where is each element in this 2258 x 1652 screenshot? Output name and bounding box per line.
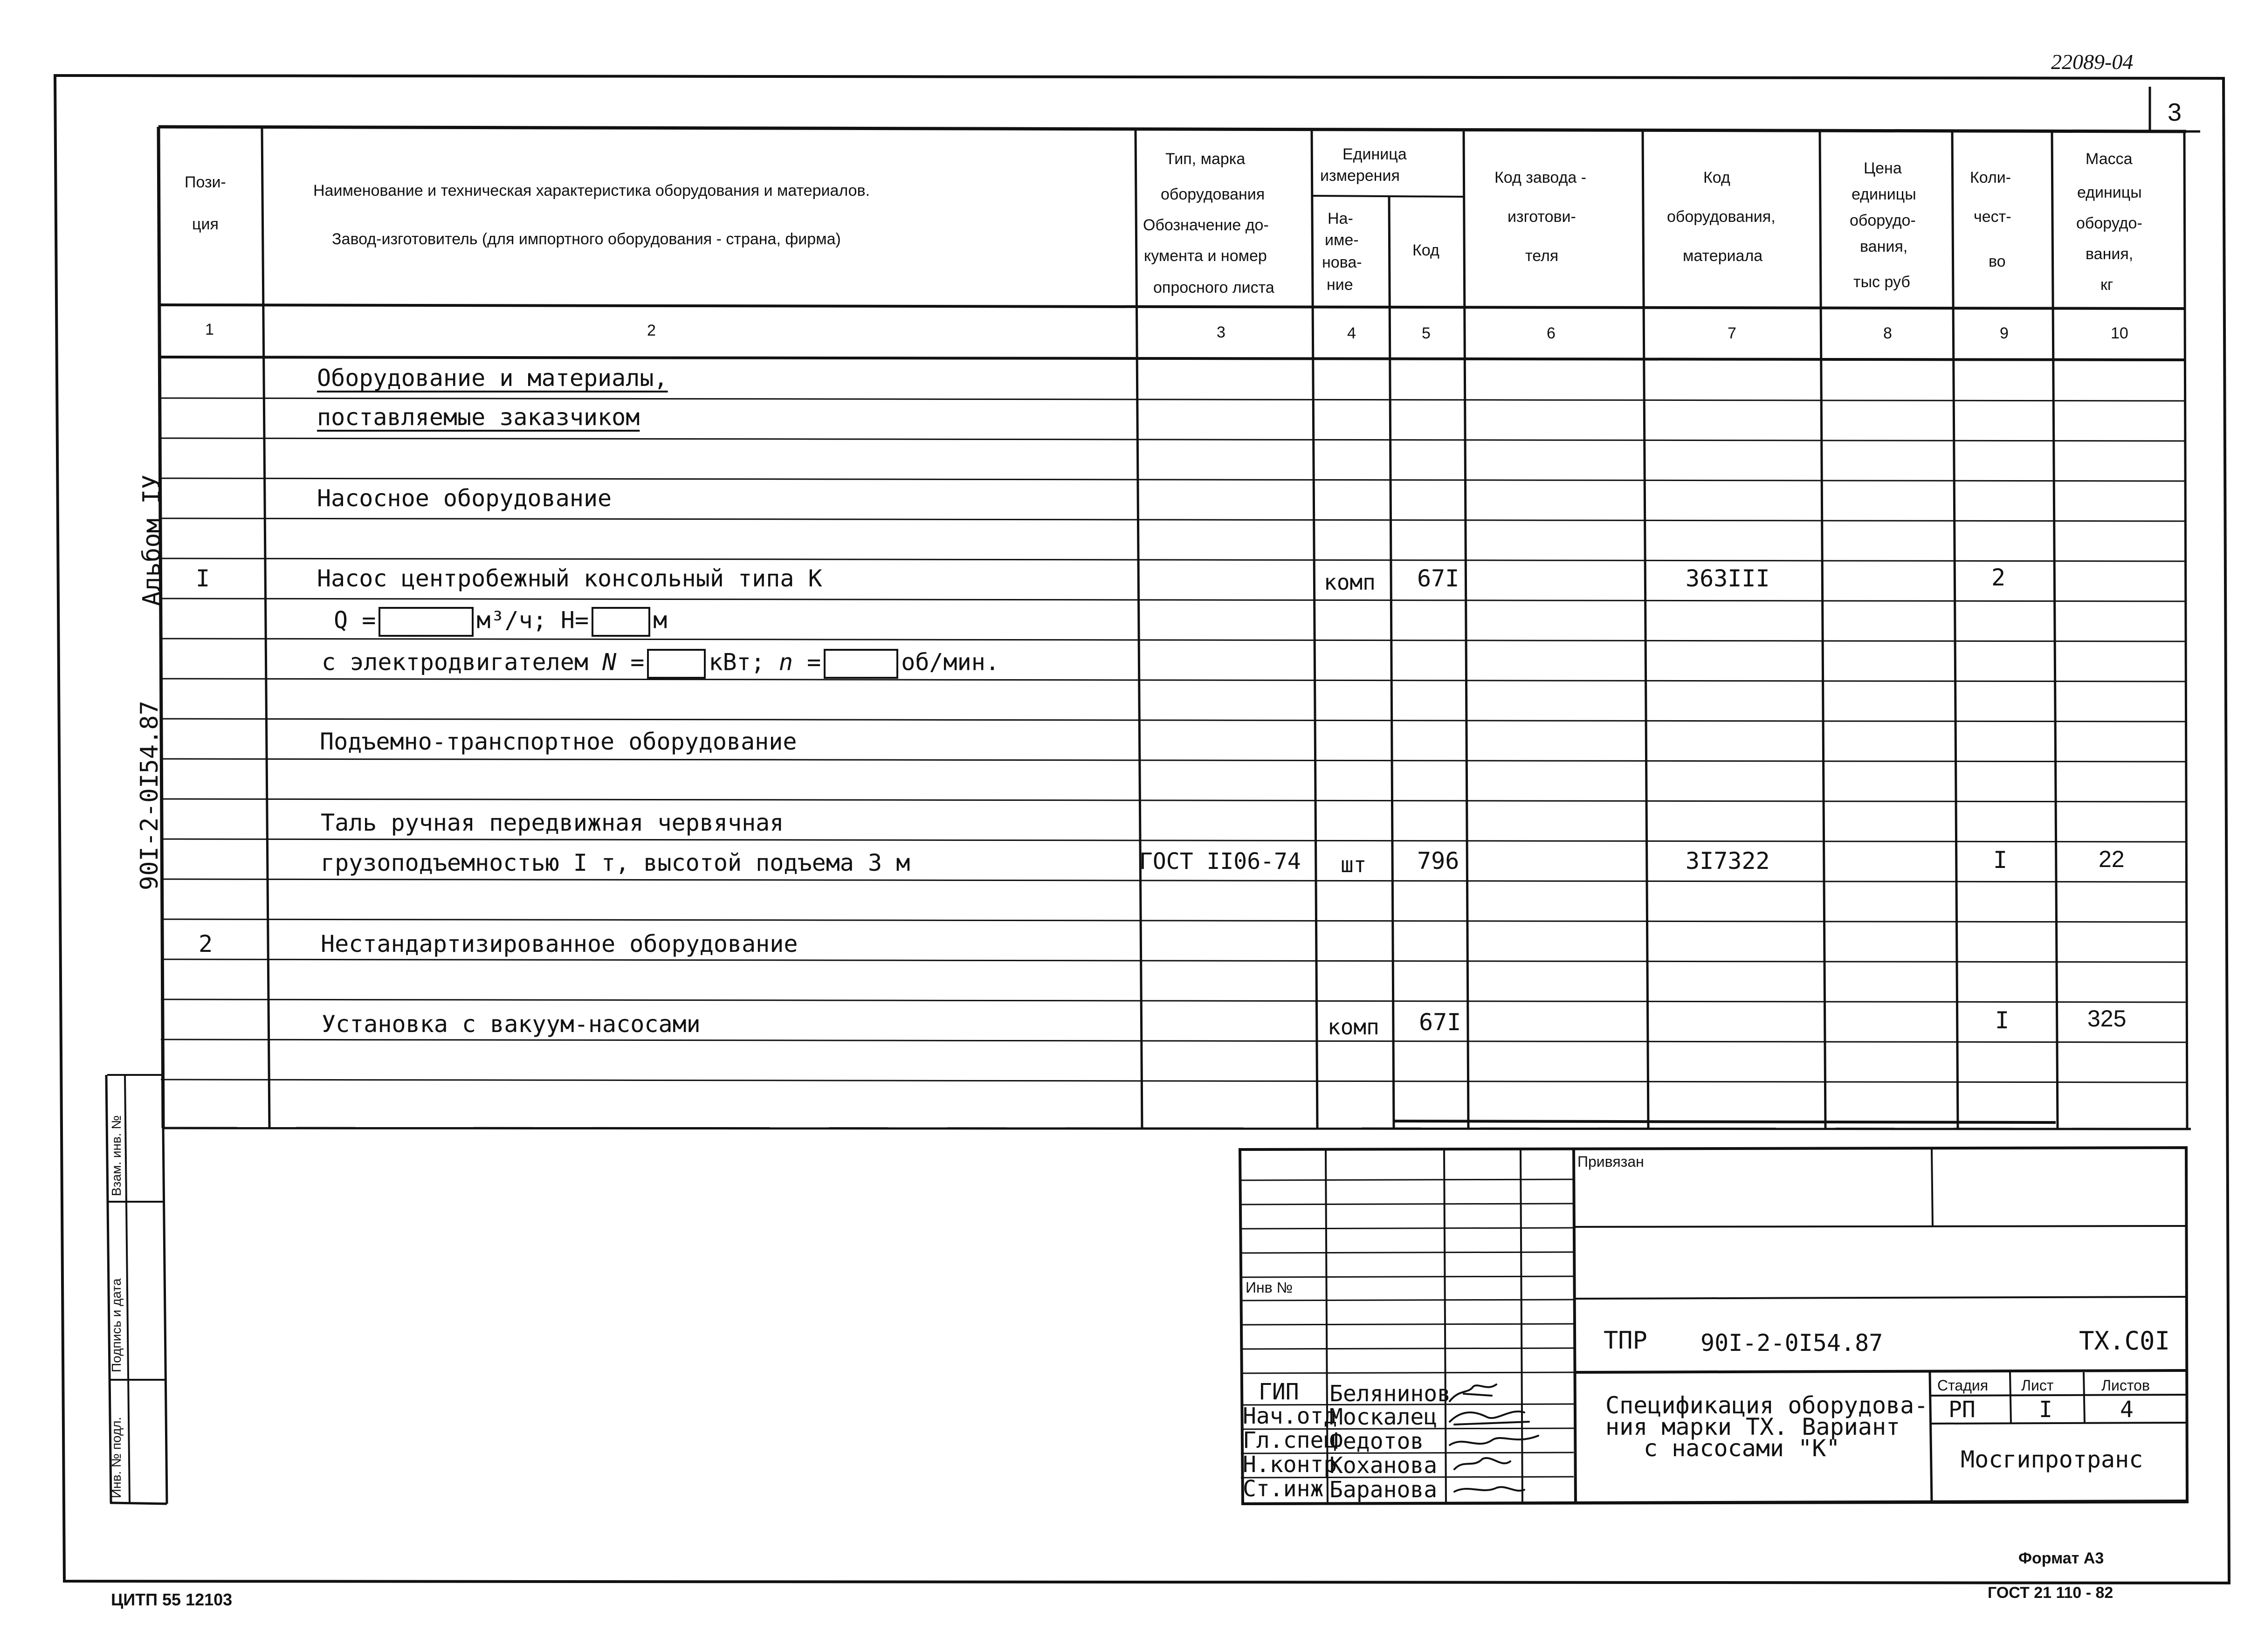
sheets-label: Листов	[2101, 1377, 2150, 1394]
item-name: грузоподъемностью I т, высотой подъема 3 м	[321, 849, 910, 876]
section-heading: поставляемые заказчиком	[317, 404, 640, 431]
document-mark: ТХ.С0I	[2079, 1326, 2170, 1356]
quantity: 2	[1991, 564, 2006, 591]
staff-name: Федотов	[1329, 1428, 1424, 1454]
column-number: 6	[1547, 324, 1556, 342]
header-line: опросного листа	[1153, 279, 1274, 296]
unit-code: 67I	[1419, 1009, 1461, 1036]
organization-name: Мосгипротранс	[1961, 1446, 2143, 1473]
head-unit: м	[653, 606, 668, 634]
header-line: Код завода -	[1494, 169, 1587, 186]
document-number: 90I-2-0I54.87	[1700, 1329, 1883, 1356]
section-heading: Подъемно-транспортное оборудование	[320, 728, 797, 755]
sheet-value: I	[2039, 1397, 2052, 1423]
flow-label: Q =	[334, 606, 376, 634]
column-number: 10	[2111, 324, 2128, 342]
header-line: нова-	[1322, 254, 1362, 271]
title-line: Спецификация оборудова-	[1605, 1392, 1928, 1419]
header-line: оборудования	[1161, 186, 1265, 203]
column-number: 8	[1883, 324, 1892, 342]
power-unit: кВт;	[709, 648, 765, 676]
quantity: I	[1993, 847, 2008, 874]
signature-belyaninov	[1450, 1384, 1496, 1401]
project-prefix: ТПР	[1604, 1327, 1647, 1355]
column-number: 9	[2000, 324, 2009, 342]
header-line: единицы	[1852, 186, 1916, 203]
sheet-corner-number: 3	[2168, 98, 2182, 126]
side-label-signature-date: Подпись и дата	[109, 1278, 124, 1372]
column-number: 1	[205, 321, 214, 338]
stage-label: Стадия	[1937, 1377, 1989, 1394]
header-line: кг	[2100, 276, 2113, 294]
document-reference: ГОСТ II06-74	[1139, 848, 1301, 874]
header-line: ние	[1327, 276, 1353, 294]
header-line: Код	[1703, 169, 1730, 186]
title-line: ния марки ТХ. Вариант	[1605, 1413, 1900, 1440]
archive-stamp: 22089-04	[2051, 50, 2134, 74]
header-line: теля	[1525, 247, 1559, 265]
stage-value: РП	[1948, 1397, 1976, 1423]
printer-code: ЦИТП 55 12103	[111, 1590, 233, 1609]
staff-name: Коханова	[1329, 1452, 1438, 1479]
item-name: Установка с вакуум-насосами	[322, 1011, 701, 1038]
header-line: Тип, марка	[1165, 150, 1246, 168]
unit-code: 796	[1417, 847, 1459, 874]
header-line: ция	[192, 215, 219, 233]
header-line: материала	[1683, 247, 1763, 265]
header-line: тыс руб	[1853, 273, 1910, 291]
power-label: N =	[602, 648, 645, 676]
motor-prefix: с электродвигателем	[322, 648, 588, 676]
position-number: 2	[199, 930, 213, 957]
unit-name: шт	[1341, 852, 1367, 877]
unit-mass: 22	[2099, 846, 2125, 872]
staff-role: Гл.спец	[1243, 1427, 1337, 1453]
column-number: 5	[1422, 324, 1431, 342]
section-heading: Насосное оборудование	[317, 485, 612, 512]
quantity: I	[1995, 1007, 2010, 1034]
equipment-code: 363III	[1686, 565, 1770, 592]
header-line: оборудо-	[1850, 212, 1916, 229]
staff-role: Н.контр	[1243, 1452, 1337, 1478]
side-label-original-inv: Инв. № подл.	[109, 1417, 124, 1498]
unit-code: 67I	[1417, 565, 1459, 592]
column-number: 7	[1728, 324, 1736, 342]
rpm-unit: об/мин.	[901, 648, 999, 676]
header-line: Масса	[2086, 150, 2133, 168]
unit-name: комп	[1328, 1014, 1379, 1039]
bound-label: Привязан	[1577, 1153, 1644, 1170]
staff-role: ГИП	[1259, 1379, 1299, 1405]
column-number: 4	[1347, 324, 1356, 342]
header-line: На-	[1328, 210, 1353, 227]
unit-mass: 325	[2087, 1005, 2127, 1032]
item-name: Таль ручная передвижная червячная	[321, 809, 784, 836]
header-line: оборудования,	[1667, 208, 1776, 226]
header-line: во	[1989, 253, 2006, 270]
header-line: Обозначение до-	[1143, 216, 1269, 234]
column-number: 3	[1217, 324, 1225, 341]
format-standard: ГОСТ 21 110 - 82	[1988, 1584, 2113, 1602]
header-line: вания,	[2086, 245, 2134, 263]
header-line: кумента и номер	[1144, 247, 1267, 265]
sheet-label: Лист	[2021, 1377, 2054, 1394]
header-line: Пози-	[185, 173, 226, 191]
staff-role: Нач.отд	[1243, 1403, 1337, 1429]
header-line: Коли-	[1970, 169, 2011, 186]
header-line: Наименование и техническая характеристика оборудования и материалов.	[313, 182, 870, 200]
signature-moskalets	[1450, 1411, 1529, 1425]
unit-group-header: Единица	[1342, 145, 1407, 163]
inventory-label: Инв №	[1246, 1279, 1293, 1296]
signature-baranova	[1454, 1487, 1524, 1492]
header-line: изготови-	[1508, 208, 1576, 226]
signature-fedotov	[1450, 1436, 1538, 1445]
column-number: 2	[647, 322, 656, 339]
staff-name: Москалец	[1329, 1404, 1438, 1430]
staff-name: Баранова	[1329, 1477, 1438, 1503]
rpm-label: n =	[778, 648, 821, 676]
signature-kokhanova	[1454, 1458, 1510, 1469]
header-line: чест-	[1974, 208, 2011, 226]
header-line: оборудо-	[2076, 214, 2142, 232]
sheet-format: Формат А3	[2018, 1549, 2104, 1567]
unit-name: комп	[1324, 570, 1376, 595]
header-line: единицы	[2077, 184, 2142, 201]
section-heading: Нестандартизированное оборудование	[321, 930, 798, 957]
album-label: Альбом IУ	[138, 475, 166, 606]
side-document-code: 90I-2-0I54.87	[136, 701, 164, 890]
section-heading: Оборудование и материалы,	[317, 365, 668, 392]
item-name: Насос центробежный консольный типа К	[317, 565, 822, 592]
unit-group-header: измерения	[1320, 167, 1400, 185]
column-header-5: Код	[1412, 241, 1439, 259]
side-label-replacement: Взам. инв. №	[109, 1115, 124, 1196]
equipment-code: 3I7322	[1686, 847, 1770, 874]
header-line: Цена	[1864, 159, 1902, 177]
header-line: име-	[1325, 231, 1359, 249]
header-line: вания,	[1860, 238, 1908, 255]
title-line: с насосами "К"	[1644, 1435, 1840, 1462]
flow-unit: м³/ч; Н=	[476, 606, 589, 634]
staff-name: Белянинов	[1329, 1381, 1451, 1407]
sheets-value: 4	[2120, 1397, 2134, 1423]
staff-role: Ст.инж	[1243, 1476, 1324, 1502]
position-number: I	[196, 565, 210, 592]
header-line: Завод-изготовитель (для импортного оборудования - страна, фирма)	[332, 230, 841, 248]
